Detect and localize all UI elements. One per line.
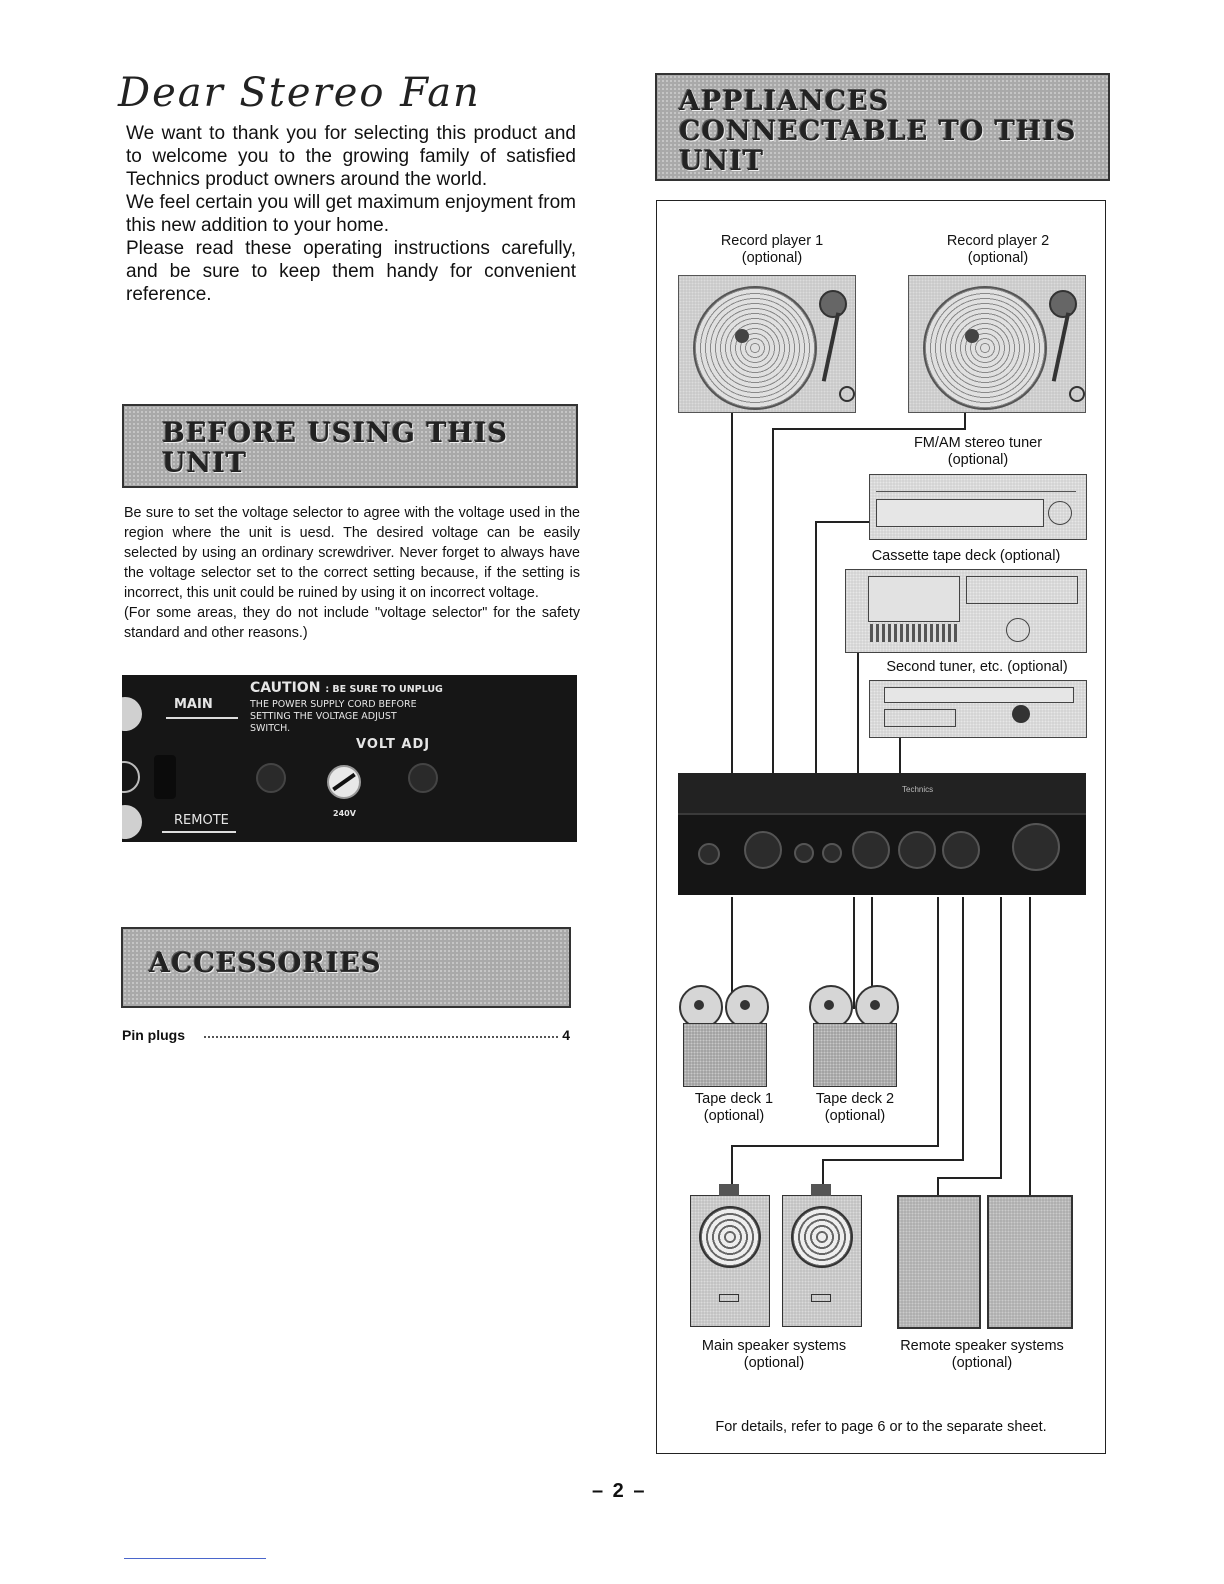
fm-am-tuner-icon bbox=[869, 474, 1087, 540]
jack-icon bbox=[122, 697, 142, 731]
screw-icon bbox=[256, 763, 286, 793]
main-speaker-right-icon bbox=[782, 1195, 862, 1327]
remote-speaker-right-icon bbox=[987, 1195, 1073, 1329]
record-player-1-icon bbox=[678, 275, 856, 413]
wire bbox=[962, 897, 964, 1161]
wire bbox=[731, 411, 733, 777]
remote-underline bbox=[162, 831, 236, 833]
tuner-name: FM/AM stereo tuner bbox=[913, 435, 1043, 451]
caution-heading bbox=[250, 680, 443, 696]
tape-deck-1-label bbox=[671, 1091, 797, 1125]
tuner-label bbox=[893, 435, 1063, 469]
voltage-value: 240V bbox=[333, 809, 356, 818]
page-number: – 2 – bbox=[592, 1480, 647, 1502]
wire bbox=[899, 737, 901, 777]
tape-deck-2-icon bbox=[809, 985, 899, 1089]
caution-line: SETTING THE VOLTAGE ADJUST bbox=[250, 711, 397, 722]
caution-line: SWITCH. bbox=[250, 723, 291, 734]
rear-panel-photo bbox=[122, 675, 577, 842]
appliances-banner bbox=[655, 73, 1110, 181]
jack-icon bbox=[122, 805, 142, 839]
wire bbox=[822, 1159, 964, 1161]
intro-text bbox=[126, 122, 576, 306]
main-speakers-name: Main speaker systems bbox=[701, 1338, 847, 1354]
record-player-2-name: Record player 2 bbox=[946, 233, 1050, 249]
intro-paragraph: We feel certain you will get maximum enjoyment from this new addition to your home. bbox=[126, 192, 576, 236]
before-using-title: BEFORE USING THIS UNIT bbox=[162, 418, 509, 479]
greeting-heading: Dear Stereo Fan bbox=[118, 70, 481, 116]
intro-paragraph: We want to thank you for selecting this product and to welcome you to the growing family of satisfied Technics product owners around the world. bbox=[126, 123, 576, 190]
amplifier-icon bbox=[678, 773, 1086, 895]
caution-word: CAUTION bbox=[250, 680, 321, 696]
wire bbox=[857, 633, 859, 777]
wire bbox=[937, 897, 939, 1147]
optional-note: (optional) bbox=[741, 250, 803, 266]
second-tuner-icon bbox=[869, 680, 1087, 738]
intro-paragraph: Please read these operating instructions carefully, and be sure to keep them handy for convenient reference. bbox=[126, 238, 576, 305]
leader-dots bbox=[204, 1036, 558, 1038]
voltage-note: (For some areas, they do not include "voltage selector" for the safety standard and other reasons.) bbox=[124, 605, 580, 641]
remote-speakers-name: Remote speaker systems bbox=[900, 1338, 1064, 1354]
tape-deck-1-icon bbox=[679, 985, 769, 1089]
cassette-deck-icon bbox=[845, 569, 1087, 653]
wire bbox=[731, 1145, 733, 1189]
voltage-paragraph: Be sure to set the voltage selector to agree with the voltage used in the region where the unit is uesd. The desired voltage can be easily selected by using an ordinary screwdriver. Never forget to always have the voltage selector set to the correct setting because, if the setting is incorrect, this unit could be ruined by using it on incorrect voltage. bbox=[124, 505, 580, 601]
main-speaker-left-icon bbox=[690, 1195, 770, 1327]
accessory-name: Pin plugs bbox=[122, 1027, 185, 1043]
voltage-instructions bbox=[124, 503, 580, 643]
diagram-footnote: For details, refer to page 6 or to the separate sheet. bbox=[715, 1419, 1047, 1435]
main-label: MAIN bbox=[174, 697, 213, 712]
tape-deck-2-label bbox=[797, 1091, 913, 1125]
wire bbox=[964, 411, 966, 429]
main-speakers-label bbox=[681, 1338, 867, 1372]
appliances-title: APPLIANCES CONNECTABLE TO THIS UNIT bbox=[679, 86, 1077, 177]
accessories-title: ACCESSORIES bbox=[149, 948, 382, 979]
wire bbox=[772, 429, 774, 777]
record-player-1-label bbox=[697, 233, 847, 267]
accessory-item bbox=[122, 1027, 570, 1043]
wire bbox=[937, 1177, 1002, 1179]
cable-icon bbox=[154, 755, 176, 799]
wire bbox=[731, 1145, 939, 1147]
wire bbox=[815, 522, 817, 777]
optional-note: (optional) bbox=[703, 1108, 765, 1124]
jack-icon bbox=[122, 761, 140, 793]
wire bbox=[1000, 897, 1002, 1177]
optional-note: (optional) bbox=[743, 1355, 805, 1371]
remote-speaker-left-icon bbox=[897, 1195, 981, 1329]
remote-speakers-label bbox=[883, 1338, 1081, 1372]
record-player-2-label bbox=[923, 233, 1073, 267]
brand-label: Technics bbox=[902, 785, 934, 794]
second-tuner-label: Second tuner, etc. (optional) bbox=[886, 659, 1068, 675]
record-player-2-icon bbox=[908, 275, 1086, 413]
remote-label: REMOTE bbox=[174, 813, 229, 828]
optional-note: (optional) bbox=[947, 452, 1009, 468]
voltage-selector-icon[interactable] bbox=[327, 765, 361, 799]
tape-deck-1-name: Tape deck 1 bbox=[694, 1091, 774, 1107]
footer-rule bbox=[124, 1558, 266, 1559]
wire bbox=[1029, 897, 1031, 1197]
optional-note: (optional) bbox=[951, 1355, 1013, 1371]
accessories-banner bbox=[121, 927, 571, 1008]
screw-icon bbox=[408, 763, 438, 793]
accessory-qty: 4 bbox=[562, 1027, 570, 1043]
caution-line: THE POWER SUPPLY CORD BEFORE bbox=[250, 699, 417, 710]
optional-note: (optional) bbox=[824, 1108, 886, 1124]
tape-deck-2-name: Tape deck 2 bbox=[815, 1091, 895, 1107]
record-player-1-name: Record player 1 bbox=[720, 233, 824, 249]
optional-note: (optional) bbox=[967, 250, 1029, 266]
volt-adj-label: VOLT ADJ bbox=[356, 737, 431, 752]
wire bbox=[815, 521, 871, 523]
before-using-banner bbox=[122, 404, 578, 488]
main-underline bbox=[166, 717, 238, 719]
connection-diagram bbox=[656, 200, 1106, 1454]
cassette-label: Cassette tape deck (optional) bbox=[871, 548, 1061, 564]
wire bbox=[772, 428, 966, 430]
wire bbox=[937, 1177, 939, 1197]
caution-unplug: : BE SURE TO UNPLUG bbox=[325, 684, 443, 695]
